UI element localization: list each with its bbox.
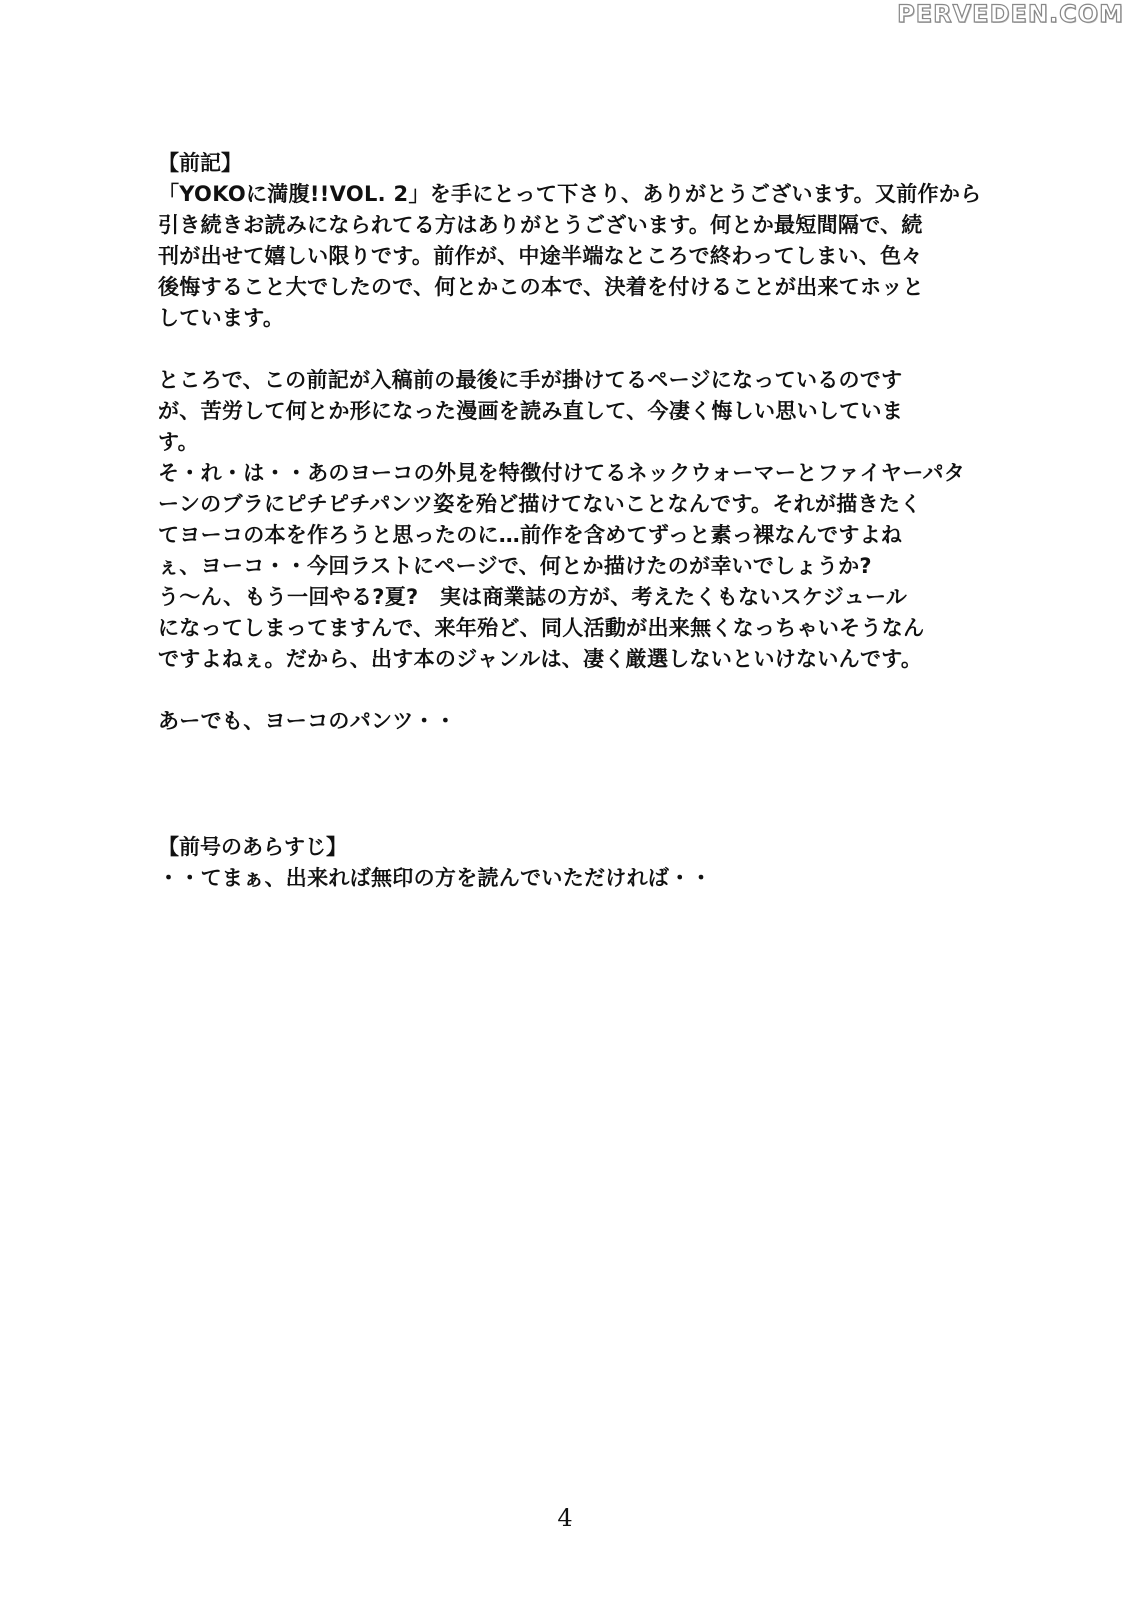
text-line: が、苦労して何とか形になった漫画を読み直して、今凄く悔しい思いしていま <box>158 399 904 423</box>
text-line: 引き続きお読みになられてる方はありがとうございます。何とか最短間隔で、続 <box>158 213 923 237</box>
text-line: ぇ、ヨーコ・・今回ラストにページで、何とか描けたのが幸いでしょうか? <box>158 554 872 578</box>
text-line: ところで、この前記が入稿前の最後に手が掛けてるページになっているのです <box>158 368 903 392</box>
text-line: になってしまってますんで、来年殆ど、同人活動が出来無くなっちゃいそうなん <box>158 616 925 640</box>
synopsis-heading: 【前号のあらすじ】 <box>158 835 347 859</box>
text-line: てヨーコの本を作ろうと思ったのに…前作を含めてずっと素っ裸なんですよね <box>158 523 903 547</box>
preface-heading: 【前記】 <box>158 151 242 175</box>
paragraph-gap <box>158 675 958 706</box>
text-line: う～ん、もう一回やる?夏? 実は商業誌の方が、考えたくもないスケジュール <box>158 585 908 609</box>
text-line: ですよねぇ。だから、出す本のジャンルは、凄く厳選しないといけないんです。 <box>158 647 923 671</box>
preface-paragraph-2 <box>158 365 966 675</box>
paragraph-gap <box>158 334 958 365</box>
text-line: 「YOKOに満腹!!VOL. 2」を手にとって下さり、ありがとうございます。又前作から <box>158 182 982 206</box>
text-line: 後悔すること大でしたので、何とかこの本で、決着を付けることが出来てホッと <box>158 275 924 299</box>
text-line: そ・れ・は・・あのヨーコの外見を特徴付けてるネックウォーマーとファイヤーパタ <box>158 461 966 485</box>
text-line: す。 <box>158 430 199 454</box>
text-body <box>158 148 982 894</box>
text-line: ーンのブラにピチピチパンツ姿を殆ど描けてないことなんです。それが描きたく <box>158 492 922 516</box>
synopsis-text: ・・てまぁ、出来れば無印の方を読んでいただければ・・ <box>158 866 712 890</box>
preface-paragraph-3: あーでも、ヨーコのパンツ・・ <box>158 709 457 733</box>
preface-paragraph-1 <box>158 179 982 334</box>
page-number: 4 <box>557 1504 573 1532</box>
section-gap <box>158 737 958 832</box>
text-line: しています。 <box>158 306 285 330</box>
watermark-logo: PERVEDEN.COM <box>897 0 1124 28</box>
text-line: 刊が出せて嬉しい限りです。前作が、中途半端なところで終わってしまい、色々 <box>158 244 923 268</box>
